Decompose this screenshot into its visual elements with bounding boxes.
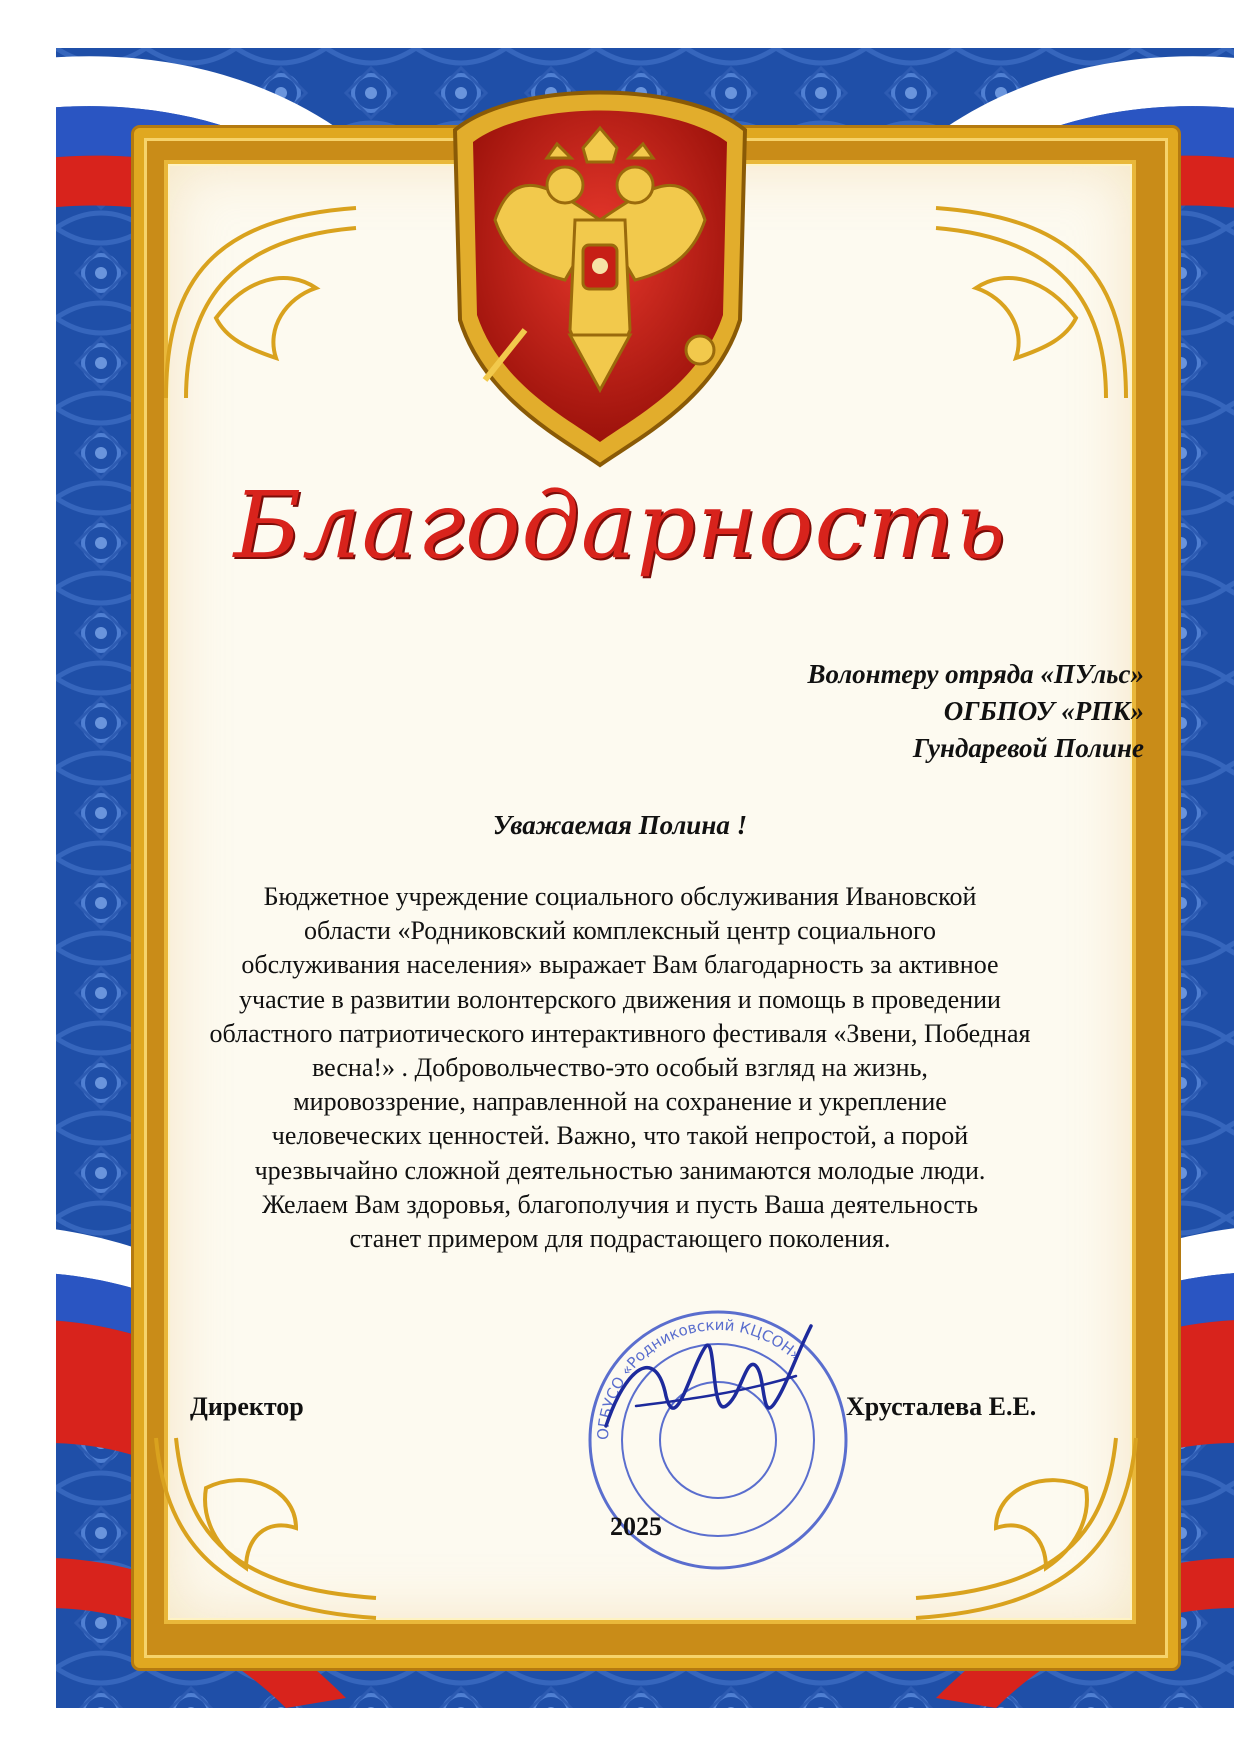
recipient-block bbox=[544, 656, 1144, 767]
body-line: Бюджетное учреждение социального обслуживания Ивановской bbox=[263, 882, 977, 911]
recipient-line-organization: ОГБПОУ «РПК» bbox=[943, 696, 1144, 726]
body-line: станет примером для подрастающего поколения. bbox=[349, 1224, 891, 1254]
gold-ornament-top-left-icon bbox=[156, 198, 376, 418]
body-line: человеческих ценностей. Важно, что такой непростой, а порой bbox=[271, 1121, 969, 1151]
body-line: чрезвычайно сложной деятельностью занимаются молодые люди. bbox=[254, 1155, 986, 1185]
greeting: Уважаемая Полина ! bbox=[492, 810, 748, 840]
russian-double-headed-eagle-icon bbox=[435, 70, 765, 470]
stamp-text: ОГБУСО «Родниковский КЦСОН» bbox=[593, 1315, 806, 1441]
certificate-body bbox=[196, 880, 1044, 1256]
body-line: мировоззрение, направленной на сохранение и укрепление bbox=[293, 1087, 947, 1117]
body-line: областного патриотического интерактивного фестиваля «Звени, Победная bbox=[209, 1018, 1031, 1048]
body-line: весна!» . Добровольчество-это особый взгляд на жизнь, bbox=[312, 1053, 928, 1083]
gold-ornament-bottom-right-icon bbox=[906, 1428, 1146, 1628]
certificate-title: Благодарность bbox=[233, 472, 1007, 579]
body-line: участие в развитии волонтерского движения и помощь в проведении bbox=[239, 984, 1001, 1014]
body-line: Желаем Вам здоровья, благополучия и пусть Ваша деятельность bbox=[262, 1189, 978, 1219]
body-line: области «Родниковский комплексный центр социального bbox=[304, 916, 936, 946]
signer-name: Хрусталева Е.Е. bbox=[846, 1392, 1037, 1421]
recipient-line-team: Волонтеру отряда «ПУльс» bbox=[807, 659, 1144, 689]
handwritten-signature-icon bbox=[593, 1306, 816, 1456]
recipient-line-name: Гундаревой Полине bbox=[912, 733, 1144, 763]
gold-ornament-top-right-icon bbox=[916, 198, 1136, 418]
signer-position: Директор bbox=[190, 1392, 304, 1421]
gold-ornament-bottom-left-icon bbox=[146, 1428, 386, 1628]
certificate-year: 2025 bbox=[610, 1512, 662, 1541]
body-line: обслуживания населения» выражает Вам благодарность за активное bbox=[241, 950, 999, 980]
